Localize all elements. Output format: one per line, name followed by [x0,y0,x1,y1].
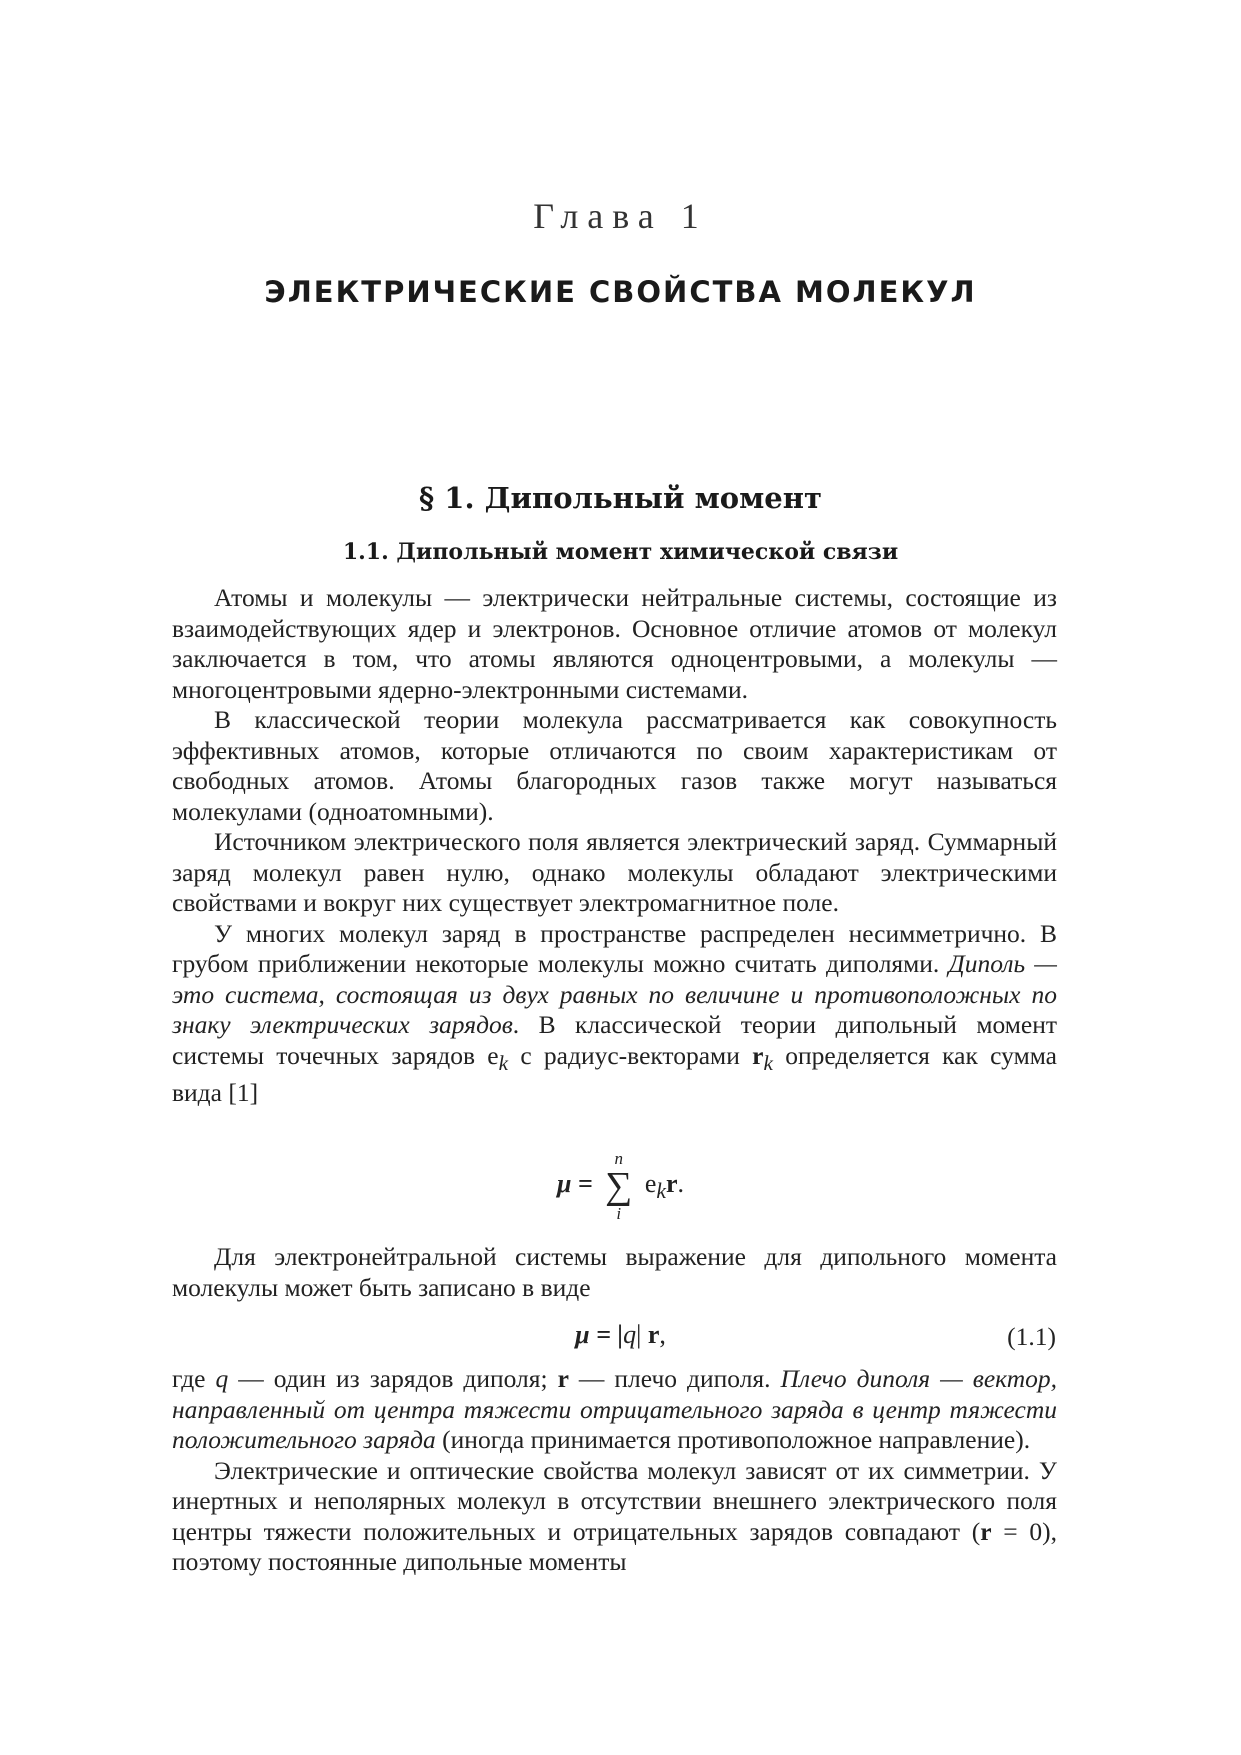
p4-text-a: У многих молекул заряд в пространстве распределен несимметрично. В грубом приближении некоторые молекулы можно считать диполями. [172,918,1057,978]
p4-subscript-k: k [498,1050,509,1075]
body-text-block-2 [172,1242,1057,1303]
sum-upper-limit: n [614,1149,624,1168]
dipole-definition: Диполь — это система, состоящая из двух равных по величине и противоположных по знаку электрических зарядов [172,949,1057,1039]
formula2-comma: , [659,1320,666,1349]
equation-number: (1.1) [1007,1322,1056,1351]
p4-subscript-k2: k [763,1050,773,1075]
p6-q: q [215,1364,229,1393]
p4-text-d: определяется как сумма вида [1] [172,1040,1057,1108]
p4-text-b: . В классической теории дипольный момент системы точечных зарядов e [172,1010,1057,1070]
sum-lower-index: i [616,1204,622,1223]
formula2-q: q [623,1320,637,1349]
formula-dipole-sum [0,1150,1241,1222]
formula1-subscript-k: k [656,1179,666,1204]
subsection-title: 1.1. Дипольный момент химической связи [342,539,899,565]
body-text-block-3 [172,1364,1057,1578]
p7-r: r [980,1516,992,1546]
paragraph-7 [172,1456,1057,1578]
p4-text-c: с радиус-векторами [508,1040,753,1070]
p6-r: r [557,1364,569,1393]
formula2-r: r [647,1320,660,1349]
paragraph-4 [172,919,1057,1109]
paragraph-3: Источником электрического поля является электрический заряд. Суммарный заряд молекул равен нулю, однако молекулы обладают электрическими свойствами и вокруг них существует электромагнитное поле. [172,827,1057,917]
formula1-r: r [666,1168,678,1198]
body-text-block-1 [172,583,1057,1109]
chapter-label: Глава 1 [533,196,708,236]
p6-text-c: — плечо диполя. [568,1364,781,1393]
formula1-lhs: μ = [556,1168,600,1198]
formula1-period: . [677,1168,685,1198]
p4-vector-r: r [752,1040,764,1070]
p7-text-a: Электрические и оптические свойства молекул зависят от их симметрии. У инертных и неполярных молекул в отсутствии внешнего электрического поля центры тяжести положительных и отрицательных зарядов совпадают ( [172,1455,1057,1546]
section-title: § 1. Дипольный момент [419,481,822,515]
arm-definition: Плечо диполя — вектор, направленный от центра тяжести отрицательного заряда в центр тяжести положительного заряда [172,1364,1058,1454]
paragraph-5: Для электронейтральной системы выражение для дипольного момента молекулы может быть записано в виде [172,1242,1057,1302]
formula2-lhs: μ = | [575,1320,624,1349]
p6-text-d: (иногда принимается противоположное направление). [435,1425,1031,1454]
paragraph-6 [172,1364,1057,1456]
chapter-title: ЭЛЕКТРИЧЕСКИЕ СВОЙСТВА МОЛЕКУЛ [264,275,977,309]
p7-text-b: = 0), поэтому постоянные дипольные моменты [172,1516,1057,1576]
p6-text-a: где [172,1364,216,1393]
formula2-mid: | [636,1320,648,1349]
formula1-e: e [638,1168,657,1198]
sum-operator [605,1150,632,1222]
paragraph-2: В классической теории молекула рассматривается как совокупность эффективных атомов, которые отличаются по своим характеристикам от свободных атомов. Атомы благородных газов также могут называться молекулами (одноатомными). [172,705,1057,826]
p6-text-b: — один из зарядов диполя; [228,1364,558,1393]
paragraph-1: Атомы и молекулы — электрически нейтральные системы, состоящие из взаимодействующих ядер и электронов. Основное отличие атомов от молекул заключается в том, что атомы являются одноцентровыми, а молекулы — многоцентровыми ядерно-электронными системами. [172,583,1057,704]
sigma-symbol: ∑ [605,1165,633,1207]
